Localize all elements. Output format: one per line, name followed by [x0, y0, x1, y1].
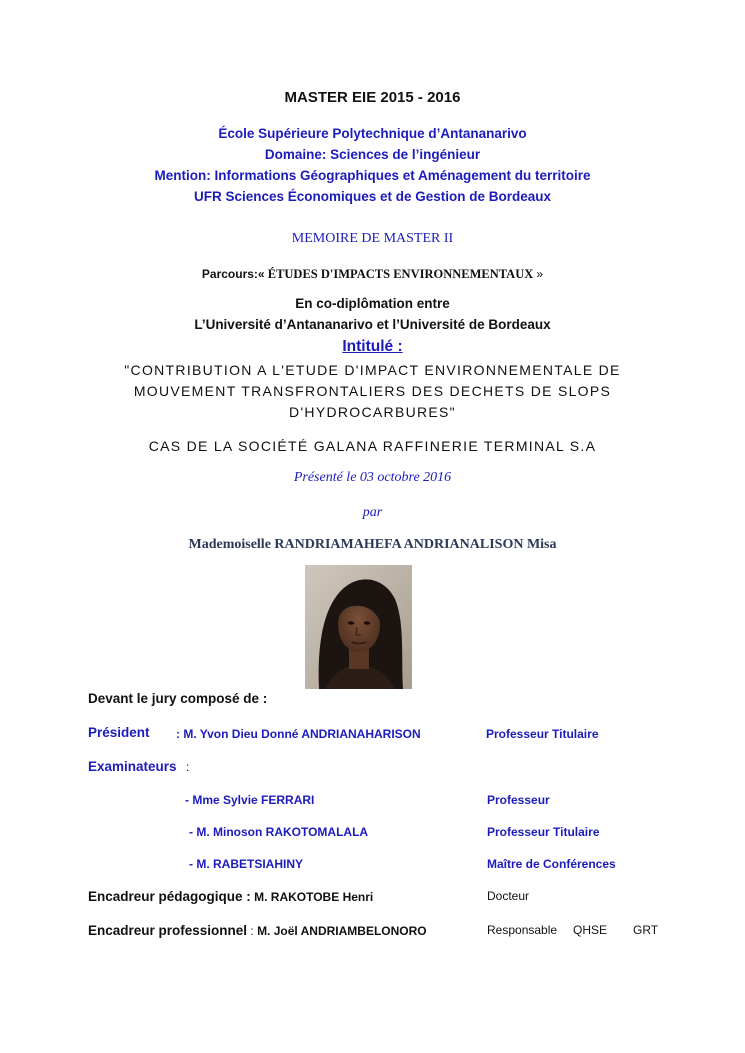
- school-name: École Supérieure Polytechnique d’Antananarivo: [218, 126, 527, 141]
- parcours-title: ÉTUDES D'IMPACTS ENVIRONNEMENTAUX: [264, 267, 537, 281]
- president-title: Professeur Titulaire: [486, 727, 599, 741]
- encadreur-professionnel-name: M. Joël ANDRIAMBELONORO: [257, 924, 427, 938]
- author-name: Mademoiselle RANDRIAMAHEFA ANDRIANALISON Misa: [188, 537, 557, 552]
- domain-line: Domaine: Sciences de l’ingénieur: [264, 147, 481, 162]
- encadreur-pedagogique-title: Docteur: [487, 889, 530, 903]
- intitule-label: Intitulé :: [342, 338, 403, 355]
- memoire-label: MEMOIRE DE MASTER II: [291, 231, 454, 246]
- encadreur-pedagogique-name: M. RAKOTOBE Henri: [250, 890, 374, 904]
- examinateurs-label: Examinateurs: [88, 759, 177, 774]
- parcours-line: [0, 265, 745, 283]
- thesis-title-line-3: D'HYDROCARBURES": [289, 404, 456, 420]
- examiner-3-name: - M. RABETSIAHINY: [189, 857, 303, 871]
- encadreur-professionnel-title-1: Responsable: [487, 923, 558, 937]
- encadreur-professionnel-line: [88, 922, 427, 940]
- parcours-suffix: »: [536, 267, 544, 281]
- examiner-2-name: - M. Minoson RAKOTOMALALA: [189, 825, 369, 839]
- president-name: : M. Yvon Dieu Donné ANDRIANAHARISON: [176, 727, 421, 741]
- par-label: par: [362, 505, 383, 520]
- ufr-line: UFR Sciences Économiques et de Gestion de Bordeaux: [193, 189, 552, 204]
- case-study: CAS DE LA SOCIÉTÉ GALANA RAFFINERIE TERMINAL S.A: [148, 438, 597, 454]
- encadreur-pedagogique-label: Encadreur pédagogique :: [88, 889, 251, 904]
- parcours-prefix: Parcours:«: [201, 267, 265, 281]
- codiplomation-line-2: L’Université d’Antananarivo et l’Université de Bordeaux: [194, 317, 551, 332]
- encadreur-professionnel-title-3: GRT: [633, 923, 659, 937]
- encadreur-pedagogique-line: [88, 888, 373, 906]
- encadreur-professionnel-label: Encadreur professionnel: [88, 923, 248, 938]
- examiner-2-title: Professeur Titulaire: [487, 825, 600, 839]
- encadreur-professionnel-colon: :: [247, 924, 258, 938]
- examiner-1-name: - Mme Sylvie FERRARI: [185, 793, 315, 807]
- mention-line: Mention: Informations Géographiques et Aménagement du territoire: [154, 168, 591, 183]
- examiner-3-title: Maître de Conférences: [487, 857, 616, 871]
- author-photo-image: [305, 565, 412, 689]
- president-label: Président: [88, 725, 150, 740]
- examinateurs-colon: :: [186, 760, 190, 774]
- jury-heading: Devant le jury composé de :: [88, 691, 268, 706]
- codiplomation-line-1: En co-diplômation entre: [295, 296, 450, 311]
- thesis-title-line-2: MOUVEMENT TRANSFRONTALIERS DES DECHETS DE SLOPS: [133, 383, 612, 399]
- thesis-title-line-1: "CONTRIBUTION A L'ETUDE D'IMPACT ENVIRONNEMENTALE DE: [124, 362, 621, 378]
- author-photo: [305, 565, 412, 689]
- program-title: MASTER EIE 2015 - 2016: [284, 89, 461, 106]
- presented-date: Présenté le 03 octobre 2016: [293, 470, 452, 485]
- examiner-1-title: Professeur: [487, 793, 550, 807]
- encadreur-professionnel-title-2: QHSE: [573, 923, 608, 937]
